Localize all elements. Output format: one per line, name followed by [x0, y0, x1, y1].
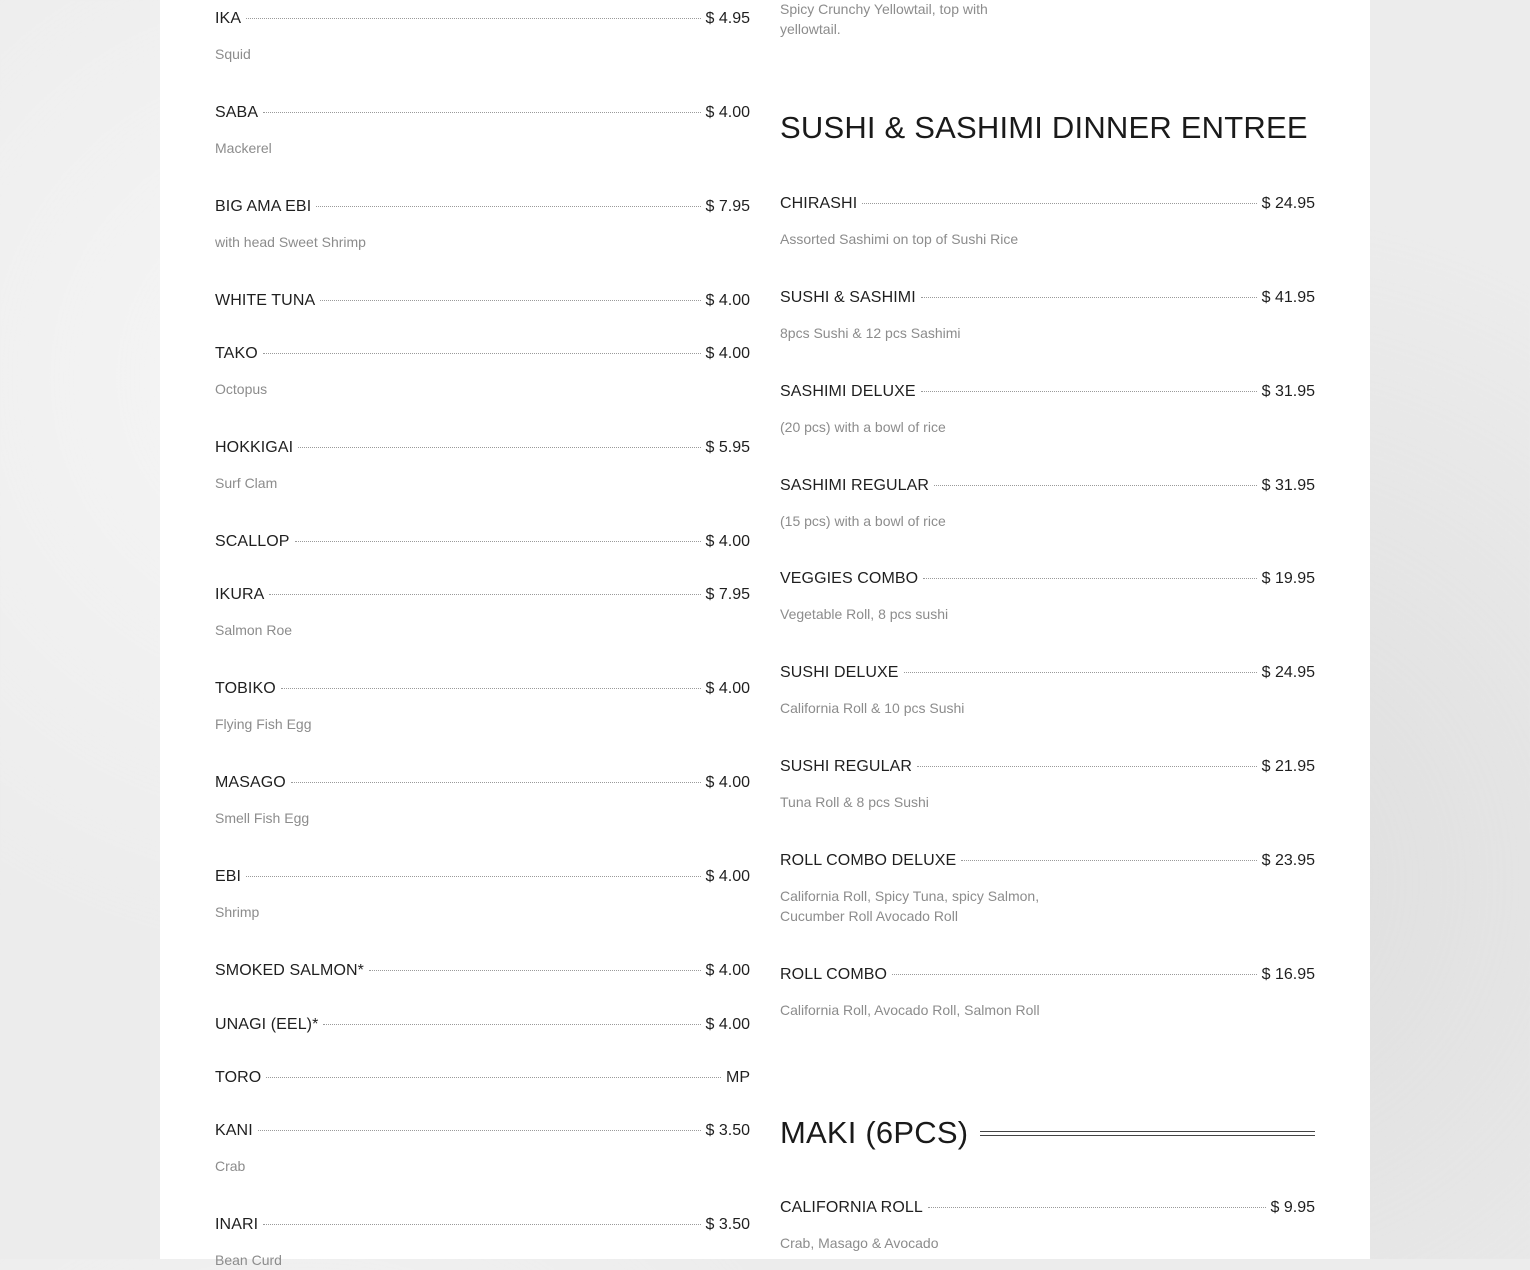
item-description: with head Sweet Shrimp [215, 234, 366, 250]
item-name: SUSHI REGULAR [780, 758, 912, 775]
dot-leader [291, 782, 701, 783]
section-title: SUSHI & SASHIMI DINNER ENTREE [780, 110, 1308, 145]
menu-item [215, 680, 750, 734]
menu-item [215, 774, 750, 828]
menu-item [215, 533, 750, 557]
item-price: $ 4.00 [705, 345, 750, 362]
menu-item [780, 195, 1315, 249]
item-price: $ 7.95 [705, 198, 750, 215]
item-price: $ 7.95 [705, 586, 750, 603]
item-description: (20 pcs) with a bowl of rice [780, 419, 946, 435]
menu-item [780, 664, 1315, 718]
dot-leader [266, 1077, 721, 1078]
menu-item [780, 477, 1315, 531]
menu-item [780, 1199, 1315, 1253]
item-name: VEGGIES COMBO [780, 570, 919, 587]
item-description: California Roll, Avocado Roll, Salmon Roll [780, 1002, 1040, 1018]
item-price: $ 31.95 [1261, 383, 1315, 400]
item-name: EBI [215, 868, 242, 885]
dot-leader [263, 112, 700, 113]
item-description: (15 pcs) with a bowl of rice [780, 513, 946, 529]
section-heading [780, 110, 1315, 146]
item-name: ROLL COMBO DELUXE [780, 852, 957, 869]
dot-leader [263, 353, 701, 354]
item-name: SABA [215, 104, 259, 121]
item-description: California Roll, Spicy Tuna, spicy Salmon, Cucumber Roll Avocado Roll [780, 888, 1040, 924]
item-price: $ 4.00 [705, 292, 750, 309]
dot-leader [961, 860, 1256, 861]
item-price: $ 4.00 [705, 533, 750, 550]
item-price: $ 23.95 [1261, 852, 1315, 869]
item-price: $ 4.00 [705, 104, 750, 121]
item-name: TOBIKO [215, 680, 276, 697]
dot-leader [862, 203, 1256, 204]
dot-leader [934, 485, 1257, 486]
menu-item [780, 852, 1315, 926]
item-price: $ 31.95 [1261, 477, 1315, 494]
dot-leader [369, 970, 701, 971]
item-price: $ 24.95 [1261, 195, 1315, 212]
menu-item [215, 104, 750, 158]
dot-leader [928, 1207, 1266, 1208]
item-name: SUSHI & SASHIMI [780, 289, 916, 306]
item-name: SMOKED SALMON* [215, 962, 364, 979]
item-name: CALIFORNIA ROLL [780, 1199, 923, 1216]
menu-item [215, 586, 750, 640]
section-heading [780, 1115, 1315, 1151]
item-name: TORO [215, 1069, 262, 1086]
dot-leader [246, 876, 700, 877]
menu-item [215, 868, 750, 922]
dot-leader [316, 206, 700, 207]
dot-leader [921, 391, 1257, 392]
dot-leader [917, 766, 1257, 767]
dot-leader [892, 974, 1257, 975]
item-name: CHIRASHI [780, 195, 858, 212]
item-description: Salmon Roe [215, 622, 293, 638]
menu-item [780, 289, 1315, 343]
dot-leader [246, 18, 700, 19]
dot-leader [281, 688, 701, 689]
item-name: TAKO [215, 345, 258, 362]
item-name: IKA [215, 10, 242, 27]
item-description: Assorted Sashimi on top of Sushi Rice [780, 231, 1019, 247]
dot-leader [295, 541, 701, 542]
item-name: SASHIMI REGULAR [780, 477, 930, 494]
menu-item [215, 439, 750, 493]
dot-leader [269, 594, 700, 595]
item-price: $ 9.95 [1270, 1199, 1315, 1216]
item-price: $ 4.00 [705, 868, 750, 885]
menu-item [780, 966, 1315, 1020]
dot-leader [320, 300, 700, 301]
item-name: SUSHI DELUXE [780, 664, 899, 681]
item-name: BIG AMA EBI [215, 198, 312, 215]
item-description: Spicy Crunchy Yellowtail, top with yellowtail. [780, 1, 988, 37]
item-price: $ 19.95 [1261, 570, 1315, 587]
item-price: $ 3.50 [705, 1122, 750, 1139]
item-name: HOKKIGAI [215, 439, 294, 456]
menu-item [780, 383, 1315, 437]
item-price: $ 41.95 [1261, 289, 1315, 306]
dot-leader [921, 297, 1257, 298]
dot-leader [258, 1130, 701, 1131]
item-name: KANI [215, 1122, 253, 1139]
item-price: $ 21.95 [1261, 758, 1315, 775]
item-price: $ 4.00 [705, 962, 750, 979]
menu-item [215, 345, 750, 399]
item-description: Tuna Roll & 8 pcs Sushi [780, 794, 929, 810]
item-price: $ 4.00 [705, 680, 750, 697]
item-name: ROLL COMBO [780, 966, 888, 983]
section-title: MAKI (6PCS) [780, 1115, 969, 1150]
item-price: MP [726, 1069, 750, 1086]
menu-item [215, 1216, 750, 1270]
item-description: Squid [215, 46, 251, 62]
dot-leader [904, 672, 1257, 673]
menu-item [215, 292, 750, 316]
menu-item [780, 758, 1315, 812]
item-name: WHITE TUNA [215, 292, 316, 309]
menu-page [160, 0, 1370, 1268]
dot-leader [323, 1024, 700, 1025]
item-description: Bean Curd [215, 1252, 282, 1268]
menu-item [215, 962, 750, 986]
item-description: Flying Fish Egg [215, 716, 312, 732]
item-price: $ 5.95 [705, 439, 750, 456]
item-price: $ 16.95 [1261, 966, 1315, 983]
menu-item [215, 1069, 750, 1093]
item-price: $ 4.95 [705, 10, 750, 27]
item-description: Crab [215, 1158, 246, 1174]
menu-item [215, 198, 750, 252]
item-name: SCALLOP [215, 533, 290, 550]
item-description: 8pcs Sushi & 12 pcs Sashimi [780, 325, 961, 341]
item-description: Surf Clam [215, 475, 278, 491]
menu-item [215, 10, 750, 64]
item-description: Vegetable Roll, 8 pcs sushi [780, 606, 949, 622]
item-price: $ 4.00 [705, 1016, 750, 1033]
menu-item [780, 570, 1315, 624]
item-price: $ 3.50 [705, 1216, 750, 1233]
item-name: INARI [215, 1216, 259, 1233]
item-name: SASHIMI DELUXE [780, 383, 916, 400]
menu-item [215, 1122, 750, 1176]
item-description: Mackerel [215, 140, 272, 156]
item-description: California Roll & 10 pcs Sushi [780, 700, 965, 716]
item-name: UNAGI (EEL)* [215, 1016, 319, 1033]
item-name: MASAGO [215, 774, 286, 791]
item-description: Octopus [215, 381, 268, 397]
item-name: IKURA [215, 586, 265, 603]
dot-leader [923, 578, 1256, 579]
dot-leader [263, 1224, 700, 1225]
item-price: $ 24.95 [1261, 664, 1315, 681]
dot-leader [298, 447, 700, 448]
item-description: Smell Fish Egg [215, 810, 310, 826]
item-price: $ 4.00 [705, 774, 750, 791]
item-description: Shrimp [215, 904, 260, 920]
heading-rule [980, 1131, 1315, 1136]
item-description: Crab, Masago & Avocado [780, 1235, 939, 1251]
menu-item [215, 1016, 750, 1040]
